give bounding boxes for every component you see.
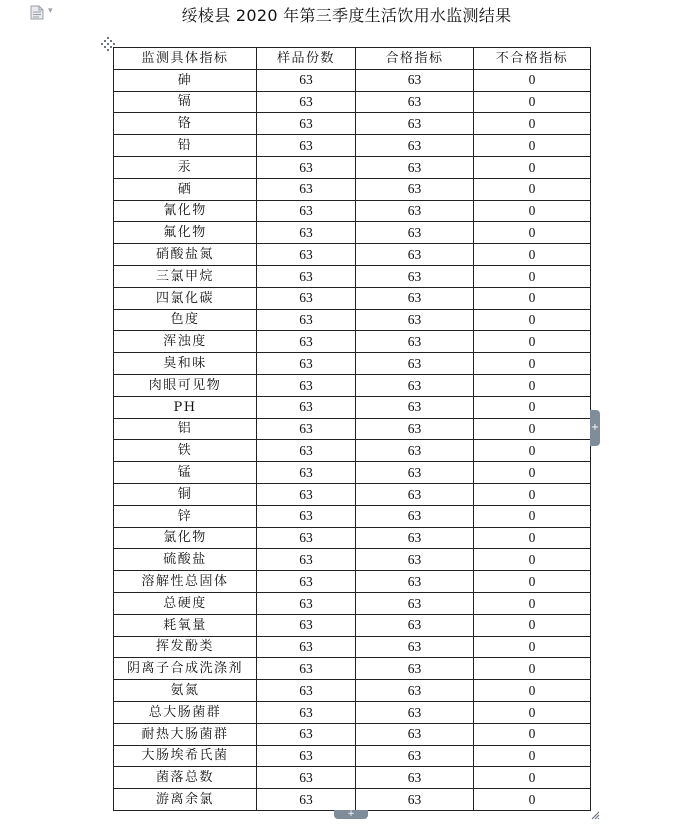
table-row bbox=[114, 614, 591, 636]
unqualified-cell[interactable]: 0 bbox=[474, 331, 591, 353]
unqualified-cell[interactable]: 0 bbox=[474, 527, 591, 549]
unqualified-cell[interactable]: 0 bbox=[474, 745, 591, 767]
sample-count-cell[interactable]: 63 bbox=[257, 287, 356, 309]
table-row bbox=[114, 178, 591, 200]
unqualified-cell[interactable]: 0 bbox=[474, 418, 591, 440]
qualified-cell[interactable]: 63 bbox=[356, 614, 474, 636]
indicator-cell[interactable]: 铅 bbox=[114, 135, 257, 157]
table-row bbox=[114, 505, 591, 527]
table-row bbox=[114, 789, 591, 811]
unqualified-cell[interactable]: 0 bbox=[474, 200, 591, 222]
table-row bbox=[114, 374, 591, 396]
table-row bbox=[114, 636, 591, 658]
qualified-cell[interactable]: 63 bbox=[356, 91, 474, 113]
sample-count-cell[interactable]: 63 bbox=[257, 113, 356, 135]
sample-count-cell[interactable]: 63 bbox=[257, 658, 356, 680]
unqualified-cell[interactable]: 0 bbox=[474, 636, 591, 658]
indicator-cell[interactable]: 臭和味 bbox=[114, 353, 257, 375]
unqualified-cell[interactable]: 0 bbox=[474, 113, 591, 135]
sample-count-cell[interactable]: 63 bbox=[257, 680, 356, 702]
unqualified-cell[interactable]: 0 bbox=[474, 440, 591, 462]
table-row bbox=[114, 680, 591, 702]
unqualified-cell[interactable]: 0 bbox=[474, 309, 591, 331]
qualified-cell[interactable]: 63 bbox=[356, 396, 474, 418]
sample-count-cell[interactable]: 63 bbox=[257, 462, 356, 484]
table-row bbox=[114, 462, 591, 484]
sample-count-cell[interactable]: 63 bbox=[257, 69, 356, 91]
indicator-cell[interactable]: 铝 bbox=[114, 418, 257, 440]
indicator-cell[interactable]: 肉眼可见物 bbox=[114, 374, 257, 396]
table-row bbox=[114, 69, 591, 91]
qualified-cell[interactable]: 63 bbox=[356, 658, 474, 680]
unqualified-cell[interactable]: 0 bbox=[474, 462, 591, 484]
unqualified-cell[interactable]: 0 bbox=[474, 701, 591, 723]
chevron-down-icon[interactable]: ▾ bbox=[48, 6, 53, 16]
indicator-cell[interactable]: 溶解性总固体 bbox=[114, 571, 257, 593]
table-row bbox=[114, 701, 591, 723]
sample-count-cell[interactable]: 63 bbox=[257, 592, 356, 614]
sample-count-cell[interactable]: 63 bbox=[257, 331, 356, 353]
unqualified-cell[interactable]: 0 bbox=[474, 244, 591, 266]
qualified-cell[interactable]: 63 bbox=[356, 222, 474, 244]
table-row bbox=[114, 549, 591, 571]
sample-count-cell[interactable]: 63 bbox=[257, 309, 356, 331]
qualified-cell[interactable]: 63 bbox=[356, 265, 474, 287]
table-row bbox=[114, 265, 591, 287]
qualified-cell[interactable]: 63 bbox=[356, 287, 474, 309]
sample-count-cell[interactable]: 63 bbox=[257, 222, 356, 244]
qualified-cell[interactable]: 63 bbox=[356, 69, 474, 91]
qualified-cell[interactable]: 63 bbox=[356, 440, 474, 462]
unqualified-cell[interactable]: 0 bbox=[474, 767, 591, 789]
sample-count-cell[interactable]: 63 bbox=[257, 745, 356, 767]
table-header-row bbox=[114, 48, 591, 70]
indicator-cell[interactable]: 挥发酚类 bbox=[114, 636, 257, 658]
indicator-cell[interactable]: 浑浊度 bbox=[114, 331, 257, 353]
qualified-cell[interactable]: 63 bbox=[356, 462, 474, 484]
monitoring-results-table bbox=[113, 47, 591, 811]
table-row bbox=[114, 767, 591, 789]
indicator-cell[interactable]: 锰 bbox=[114, 462, 257, 484]
sample-count-cell[interactable]: 63 bbox=[257, 244, 356, 266]
sample-count-cell[interactable]: 63 bbox=[257, 636, 356, 658]
sample-count-cell[interactable]: 63 bbox=[257, 265, 356, 287]
unqualified-cell[interactable]: 0 bbox=[474, 658, 591, 680]
qualified-cell[interactable]: 63 bbox=[356, 549, 474, 571]
qualified-cell[interactable]: 63 bbox=[356, 178, 474, 200]
table-row bbox=[114, 135, 591, 157]
indicator-cell[interactable]: 大肠埃希氏菌 bbox=[114, 745, 257, 767]
indicator-cell[interactable]: 镉 bbox=[114, 91, 257, 113]
unqualified-cell[interactable]: 0 bbox=[474, 135, 591, 157]
table-row bbox=[114, 571, 591, 593]
unqualified-cell[interactable]: 0 bbox=[474, 680, 591, 702]
indicator-cell[interactable]: 四氯化碳 bbox=[114, 287, 257, 309]
sample-count-cell[interactable]: 63 bbox=[257, 571, 356, 593]
qualified-cell[interactable]: 63 bbox=[356, 418, 474, 440]
qualified-cell[interactable]: 63 bbox=[356, 745, 474, 767]
indicator-cell[interactable]: 砷 bbox=[114, 69, 257, 91]
qualified-cell[interactable]: 63 bbox=[356, 592, 474, 614]
table-row bbox=[114, 396, 591, 418]
sample-count-cell[interactable]: 63 bbox=[257, 418, 356, 440]
unqualified-cell[interactable]: 0 bbox=[474, 69, 591, 91]
indicator-cell[interactable]: 三氯甲烷 bbox=[114, 265, 257, 287]
unqualified-cell[interactable]: 0 bbox=[474, 287, 591, 309]
qualified-cell[interactable]: 63 bbox=[356, 353, 474, 375]
sample-count-cell[interactable]: 63 bbox=[257, 527, 356, 549]
sample-count-cell[interactable]: 63 bbox=[257, 200, 356, 222]
add-column-button[interactable]: + bbox=[590, 410, 600, 446]
sample-count-cell[interactable]: 63 bbox=[257, 396, 356, 418]
qualified-cell[interactable]: 63 bbox=[356, 135, 474, 157]
indicator-cell[interactable]: 菌落总数 bbox=[114, 767, 257, 789]
sample-count-cell[interactable]: 63 bbox=[257, 440, 356, 462]
unqualified-cell[interactable]: 0 bbox=[474, 222, 591, 244]
indicator-cell[interactable]: 耗氧量 bbox=[114, 614, 257, 636]
unqualified-cell[interactable]: 0 bbox=[474, 723, 591, 745]
indicator-cell[interactable]: 阴离子合成洗涤剂 bbox=[114, 658, 257, 680]
qualified-cell[interactable]: 63 bbox=[356, 244, 474, 266]
table-row bbox=[114, 113, 591, 135]
unqualified-cell[interactable]: 0 bbox=[474, 592, 591, 614]
sample-count-cell[interactable]: 63 bbox=[257, 549, 356, 571]
table-row bbox=[114, 91, 591, 113]
header-indicator[interactable]: 监测具体指标 bbox=[114, 48, 257, 70]
unqualified-cell[interactable]: 0 bbox=[474, 396, 591, 418]
table-row bbox=[114, 483, 591, 505]
table-row bbox=[114, 353, 591, 375]
indicator-cell[interactable]: 游离余氯 bbox=[114, 789, 257, 811]
indicator-cell[interactable]: 氟化物 bbox=[114, 222, 257, 244]
indicator-cell[interactable]: 氨氮 bbox=[114, 680, 257, 702]
indicator-cell[interactable]: 色度 bbox=[114, 309, 257, 331]
table-row bbox=[114, 287, 591, 309]
header-unqualified[interactable]: 不合格指标 bbox=[474, 48, 591, 70]
indicator-cell[interactable]: 铬 bbox=[114, 113, 257, 135]
sample-count-cell[interactable]: 63 bbox=[257, 767, 356, 789]
table-row bbox=[114, 222, 591, 244]
table-row bbox=[114, 592, 591, 614]
table-row bbox=[114, 309, 591, 331]
unqualified-cell[interactable]: 0 bbox=[474, 789, 591, 811]
indicator-cell[interactable]: 总硬度 bbox=[114, 592, 257, 614]
table-row bbox=[114, 200, 591, 222]
sample-count-cell[interactable]: 63 bbox=[257, 701, 356, 723]
unqualified-cell[interactable]: 0 bbox=[474, 614, 591, 636]
qualified-cell[interactable]: 63 bbox=[356, 156, 474, 178]
unqualified-cell[interactable]: 0 bbox=[474, 91, 591, 113]
indicator-cell[interactable]: 硝酸盐氮 bbox=[114, 244, 257, 266]
table-body bbox=[114, 69, 591, 810]
table-row bbox=[114, 658, 591, 680]
indicator-cell[interactable]: 铜 bbox=[114, 483, 257, 505]
sample-count-cell[interactable]: 63 bbox=[257, 374, 356, 396]
qualified-cell[interactable]: 63 bbox=[356, 331, 474, 353]
table-resize-icon[interactable] bbox=[591, 811, 600, 820]
indicator-cell[interactable]: 硒 bbox=[114, 178, 257, 200]
sample-count-cell[interactable]: 63 bbox=[257, 483, 356, 505]
qualified-cell[interactable]: 63 bbox=[356, 701, 474, 723]
unqualified-cell[interactable]: 0 bbox=[474, 374, 591, 396]
sample-count-cell[interactable]: 63 bbox=[257, 723, 356, 745]
add-row-button[interactable]: + bbox=[334, 810, 368, 819]
unqualified-cell[interactable]: 0 bbox=[474, 571, 591, 593]
unqualified-cell[interactable]: 0 bbox=[474, 178, 591, 200]
sample-count-cell[interactable]: 63 bbox=[257, 505, 356, 527]
sample-count-cell[interactable]: 63 bbox=[257, 156, 356, 178]
indicator-cell[interactable]: 硫酸盐 bbox=[114, 549, 257, 571]
indicator-cell[interactable]: 氯化物 bbox=[114, 527, 257, 549]
unqualified-cell[interactable]: 0 bbox=[474, 353, 591, 375]
indicator-cell[interactable]: 铁 bbox=[114, 440, 257, 462]
qualified-cell[interactable]: 63 bbox=[356, 680, 474, 702]
unqualified-cell[interactable]: 0 bbox=[474, 505, 591, 527]
header-sample-count[interactable]: 样品份数 bbox=[257, 48, 356, 70]
sample-count-cell[interactable]: 63 bbox=[257, 135, 356, 157]
table-row bbox=[114, 440, 591, 462]
table-row bbox=[114, 745, 591, 767]
unqualified-cell[interactable]: 0 bbox=[474, 483, 591, 505]
document-title: 绥棱县 2020 年第三季度生活饮用水监测结果 bbox=[181, 6, 512, 25]
indicator-cell[interactable]: 氰化物 bbox=[114, 200, 257, 222]
table-row bbox=[114, 331, 591, 353]
qualified-cell[interactable]: 63 bbox=[356, 113, 474, 135]
table-row bbox=[114, 527, 591, 549]
table-row bbox=[114, 723, 591, 745]
table-row bbox=[114, 418, 591, 440]
indicator-cell[interactable]: 锌 bbox=[114, 505, 257, 527]
qualified-cell[interactable]: 63 bbox=[356, 483, 474, 505]
indicator-cell[interactable]: 汞 bbox=[114, 156, 257, 178]
qualified-cell[interactable]: 63 bbox=[356, 374, 474, 396]
qualified-cell[interactable]: 63 bbox=[356, 527, 474, 549]
qualified-cell[interactable]: 63 bbox=[356, 505, 474, 527]
sample-count-cell[interactable]: 63 bbox=[257, 91, 356, 113]
sample-count-cell[interactable]: 63 bbox=[257, 353, 356, 375]
sample-count-cell[interactable]: 63 bbox=[257, 614, 356, 636]
unqualified-cell[interactable]: 0 bbox=[474, 549, 591, 571]
sample-count-cell[interactable]: 63 bbox=[257, 789, 356, 811]
unqualified-cell[interactable]: 0 bbox=[474, 156, 591, 178]
qualified-cell[interactable]: 63 bbox=[356, 200, 474, 222]
qualified-cell[interactable]: 63 bbox=[356, 309, 474, 331]
table-row bbox=[114, 156, 591, 178]
unqualified-cell[interactable]: 0 bbox=[474, 265, 591, 287]
qualified-cell[interactable]: 63 bbox=[356, 767, 474, 789]
qualified-cell[interactable]: 63 bbox=[356, 636, 474, 658]
qualified-cell[interactable]: 63 bbox=[356, 789, 474, 811]
indicator-cell[interactable]: PH bbox=[114, 396, 257, 418]
qualified-cell[interactable]: 63 bbox=[356, 571, 474, 593]
table-row bbox=[114, 244, 591, 266]
qualified-cell[interactable]: 63 bbox=[356, 723, 474, 745]
indicator-cell[interactable]: 耐热大肠菌群 bbox=[114, 723, 257, 745]
sample-count-cell[interactable]: 63 bbox=[257, 178, 356, 200]
indicator-cell[interactable]: 总大肠菌群 bbox=[114, 701, 257, 723]
header-qualified[interactable]: 合格指标 bbox=[356, 48, 474, 70]
